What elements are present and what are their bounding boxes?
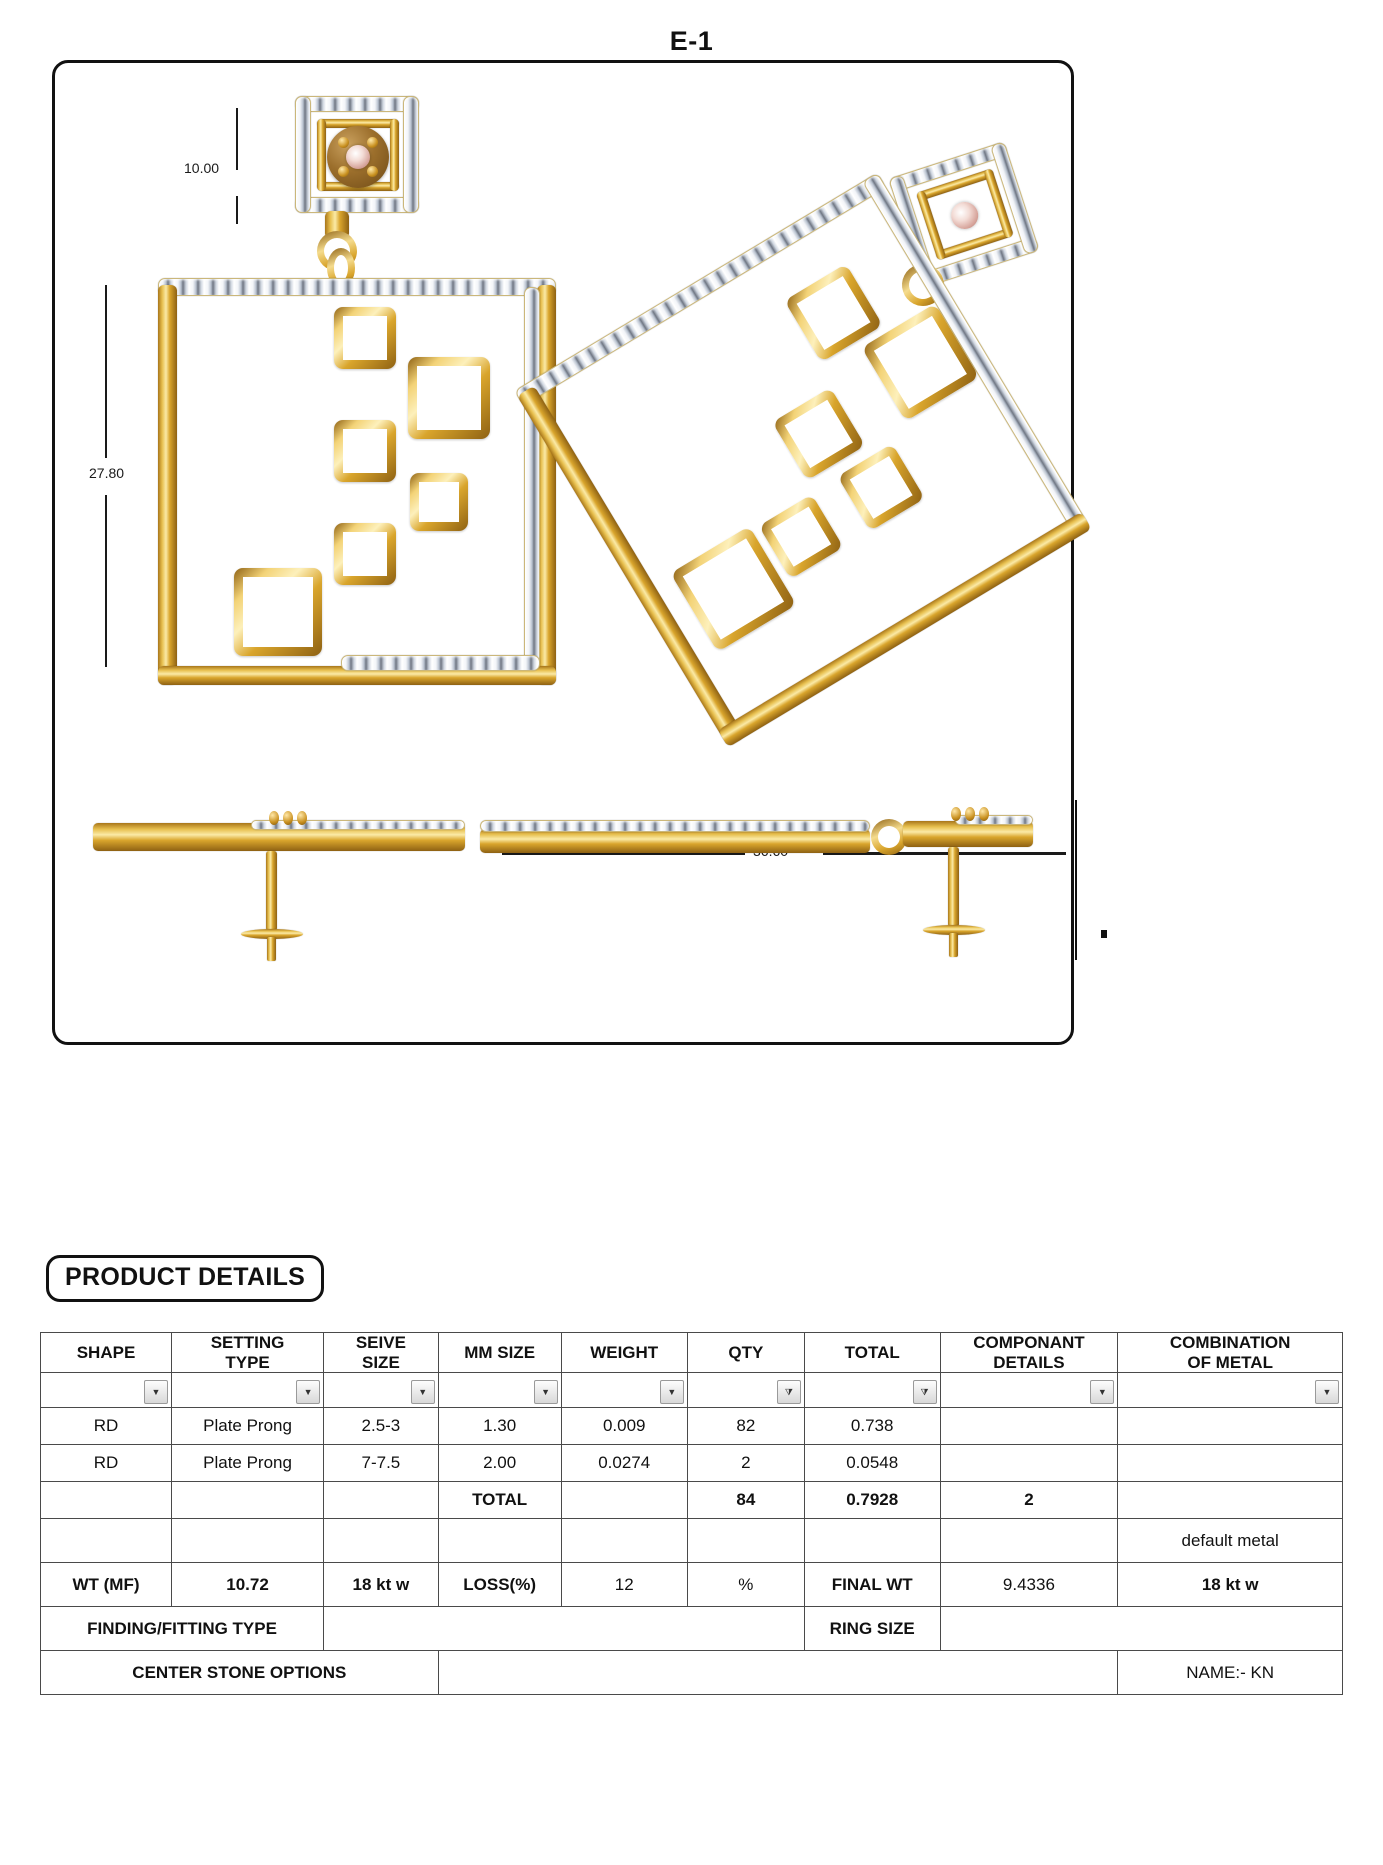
blank-cell-1 <box>41 1519 172 1563</box>
cell-mm-size: 1.30 <box>438 1408 561 1445</box>
stud-pave-left <box>295 96 311 213</box>
filter-dropdown-icon[interactable]: ▼ <box>411 1380 435 1404</box>
cell-shape: RD <box>41 1445 172 1482</box>
wt-karat: 18 kt w <box>324 1563 439 1607</box>
filter-dropdown-icon[interactable]: ▼ <box>1090 1380 1114 1404</box>
side-right-ear-post <box>948 847 959 927</box>
dim-stud-tick-top <box>236 108 238 170</box>
th-mm-size <box>438 1333 561 1373</box>
cell-qty: 82 <box>687 1408 804 1445</box>
side-left-post-tip <box>267 937 276 961</box>
filter-cell-mm-size[interactable] <box>438 1373 561 1408</box>
filter-dropdown-icon[interactable]: ▼ <box>144 1380 168 1404</box>
side-left-post-prong-1 <box>269 811 279 825</box>
motif-square-1 <box>334 307 396 369</box>
blank-cell-6 <box>687 1519 804 1563</box>
cell-setting-type: Plate Prong <box>172 1408 324 1445</box>
th-combination-line2: OF METAL <box>1187 1352 1273 1372</box>
stud-prong-br <box>367 166 378 177</box>
th-combination-of-metal <box>1118 1333 1343 1373</box>
dim-drop-tick-bottom <box>105 495 107 667</box>
cell-combination-of-metal <box>1118 1408 1343 1445</box>
th-combination-line1: COMBINATION <box>1169 1333 1291 1352</box>
blank-cell-7 <box>804 1519 940 1563</box>
total-componant-details: 2 <box>940 1482 1118 1519</box>
stud-prong-tl <box>338 137 349 148</box>
cell-weight: 0.0274 <box>561 1445 687 1482</box>
dim-drop-tick-top <box>105 285 107 458</box>
iso-stud-center-stone <box>948 198 982 232</box>
table-header-row <box>41 1333 1343 1373</box>
th-mm-line1: MM SIZE <box>464 1342 536 1362</box>
th-qty-line1: QTY <box>728 1342 764 1362</box>
drop-pave-top-bar <box>158 278 556 296</box>
filter-cell-weight[interactable] <box>561 1373 687 1408</box>
filter-cell-seive-size[interactable] <box>324 1373 439 1408</box>
percent-symbol: % <box>687 1563 804 1607</box>
cell-qty: 2 <box>687 1445 804 1482</box>
loss-label: LOSS(%) <box>438 1563 561 1607</box>
blank-cell-2 <box>172 1519 324 1563</box>
table-row <box>41 1445 1343 1482</box>
filter-cell-combination-of-metal[interactable] <box>1118 1373 1343 1408</box>
finding-fitting-value[interactable] <box>324 1607 805 1651</box>
wt-mf-label: WT (MF) <box>41 1563 172 1607</box>
filter-cell-setting-type[interactable] <box>172 1373 324 1408</box>
side-right-post-prong-3 <box>979 807 989 821</box>
drawing-frame <box>52 60 1074 1045</box>
section-tag-product-details: PRODUCT DETAILS <box>46 1255 324 1302</box>
dim-drop-height-label: 27.80 <box>89 465 125 481</box>
th-qty <box>687 1333 804 1373</box>
cell-shape: RD <box>41 1408 172 1445</box>
drop-pave-right-edge <box>524 287 540 669</box>
stud-pave-bottom <box>295 197 419 213</box>
total-cell-shape <box>41 1482 172 1519</box>
th-seive-line1: SEIVE <box>355 1333 406 1352</box>
stud-inner-frame-right <box>390 119 399 191</box>
cell-total: 0.0548 <box>804 1445 940 1482</box>
stud-prong-bl <box>338 166 349 177</box>
table-default-metal-row <box>41 1519 1343 1563</box>
table-center-stone-row <box>41 1651 1343 1695</box>
edge-marker-line <box>1075 800 1077 960</box>
filter-cell-shape[interactable] <box>41 1373 172 1408</box>
th-weight-line1: WEIGHT <box>590 1342 659 1362</box>
th-setting-line1: SETTING <box>210 1333 285 1352</box>
default-metal-value: default metal <box>1118 1519 1343 1563</box>
wt-mf-value: 10.72 <box>172 1563 324 1607</box>
cell-componant-details <box>940 1445 1118 1482</box>
table-finding-row <box>41 1607 1343 1651</box>
side-left-post-prong-2 <box>283 811 293 825</box>
th-setting-line2: TYPE <box>225 1352 270 1372</box>
cell-seive-size: 2.5-3 <box>324 1408 439 1445</box>
product-details-table <box>40 1332 1343 1695</box>
cell-componant-details <box>940 1408 1118 1445</box>
filter-active-icon[interactable]: ⧩ <box>913 1380 937 1404</box>
drop-pave-bottom-edge <box>341 655 540 671</box>
motif-square-3 <box>334 420 396 482</box>
cell-total: 0.738 <box>804 1408 940 1445</box>
total-cell-setting-type <box>172 1482 324 1519</box>
cell-combination-of-metal <box>1118 1445 1343 1482</box>
stud-center-stone <box>346 145 370 169</box>
ring-size-label: RING SIZE <box>804 1607 940 1651</box>
motif-square-2 <box>408 357 490 439</box>
center-stone-options-label: CENTER STONE OPTIONS <box>41 1651 439 1695</box>
total-cell-seive-size <box>324 1482 439 1519</box>
side-right-post-prong-1 <box>951 807 961 821</box>
stud-pave-top <box>295 96 419 112</box>
cell-setting-type: Plate Prong <box>172 1445 324 1482</box>
motif-square-5 <box>334 523 396 585</box>
th-componant-details <box>940 1333 1118 1373</box>
filter-dropdown-icon[interactable]: ▼ <box>1315 1380 1339 1404</box>
final-metal: 18 kt w <box>1118 1563 1343 1607</box>
side-right-pave-strip <box>480 820 870 832</box>
dim-stud-height-label: 10.00 <box>184 160 220 176</box>
stud-prong-tr <box>367 137 378 148</box>
finding-fitting-label: FINDING/FITTING TYPE <box>41 1607 324 1651</box>
total-combination-of-metal <box>1118 1482 1343 1519</box>
th-componant-line1: COMPONANT <box>973 1333 1085 1352</box>
th-weight <box>561 1333 687 1373</box>
total-total: 0.7928 <box>804 1482 940 1519</box>
th-componant-line2: DETAILS <box>993 1352 1065 1372</box>
edge-marker-dot <box>1101 930 1107 938</box>
final-wt-value: 9.4336 <box>940 1563 1118 1607</box>
table-weight-row <box>41 1563 1343 1607</box>
table-row <box>41 1408 1343 1445</box>
th-total <box>804 1333 940 1373</box>
stud-inner-frame-left <box>317 119 326 191</box>
filter-cell-qty[interactable] <box>687 1373 804 1408</box>
th-total-line1: TOTAL <box>844 1342 900 1362</box>
th-setting-type <box>172 1333 324 1373</box>
table-total-row <box>41 1482 1343 1519</box>
th-shape-line1: SHAPE <box>76 1342 136 1362</box>
motif-square-6 <box>234 568 322 656</box>
th-seive-size <box>324 1333 439 1373</box>
filter-active-icon[interactable]: ⧩ <box>777 1380 801 1404</box>
page-title: E-1 <box>669 26 714 56</box>
side-right-post-tip <box>949 933 958 957</box>
stud-pave-right <box>403 96 419 213</box>
blank-cell-8 <box>940 1519 1118 1563</box>
dim-stud-tick-bottom <box>236 196 238 224</box>
blank-cell-5 <box>561 1519 687 1563</box>
total-qty: 84 <box>687 1482 804 1519</box>
cell-weight: 0.009 <box>561 1408 687 1445</box>
th-shape <box>41 1333 172 1373</box>
side-left-post-prong-3 <box>297 811 307 825</box>
filter-cell-componant-details[interactable] <box>940 1373 1118 1408</box>
side-right-post-prong-2 <box>965 807 975 821</box>
total-cell-weight <box>561 1482 687 1519</box>
final-wt-label: FINAL WT <box>804 1563 940 1607</box>
table-filter-row <box>41 1373 1343 1408</box>
cell-seive-size: 7-7.5 <box>324 1445 439 1482</box>
side-left-ear-post <box>266 851 277 931</box>
iso-motif-square-4 <box>837 443 925 531</box>
blank-cell-4 <box>438 1519 561 1563</box>
total-label: TOTAL <box>438 1482 561 1519</box>
cell-mm-size: 2.00 <box>438 1445 561 1482</box>
side-right-plate <box>480 829 870 853</box>
motif-square-4 <box>410 473 468 531</box>
filter-dropdown-icon[interactable]: ▼ <box>534 1380 558 1404</box>
drop-frame-left <box>158 285 177 685</box>
designer-name: NAME:- KN <box>1118 1651 1343 1695</box>
th-seive-line2: SIZE <box>362 1352 400 1372</box>
filter-dropdown-icon[interactable]: ▼ <box>660 1380 684 1404</box>
side-right-jump-ring <box>871 819 907 855</box>
filter-dropdown-icon[interactable]: ▼ <box>296 1380 320 1404</box>
filter-cell-total[interactable] <box>804 1373 940 1408</box>
blank-cell-3 <box>324 1519 439 1563</box>
loss-value: 12 <box>561 1563 687 1607</box>
center-stone-options-value[interactable] <box>438 1651 1118 1695</box>
ring-size-value[interactable] <box>940 1607 1342 1651</box>
